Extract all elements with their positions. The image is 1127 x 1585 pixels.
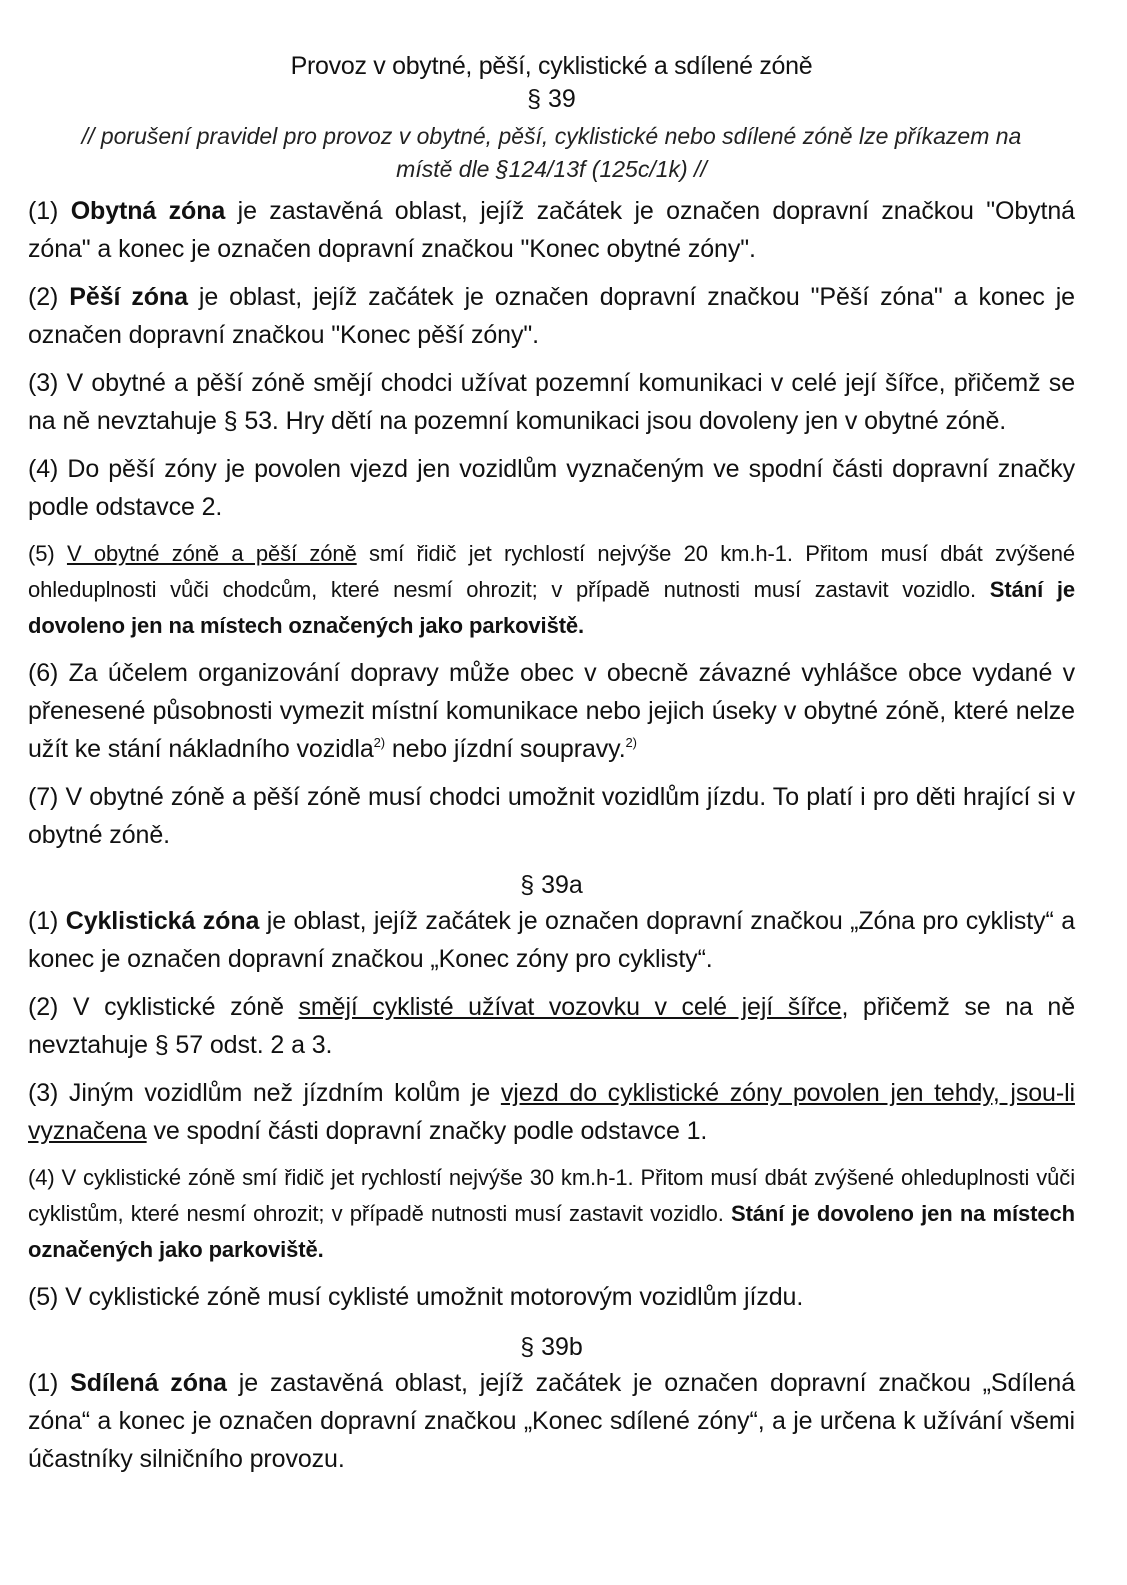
para-text: smí řidič jet rychlostí nejvýše 20 km.h-1. Přitom musí dbát zvýšené ohleduplnosti vůči chodcům, které nesmí ohrozit; v případě nutnosti musí zastavit vozidlo.	[28, 541, 1075, 602]
paragraph-39-7: (7) V obytné zóně a pěší zóně musí chodci umožnit vozidlům jízdu. To platí i pro děti hrající si v obytné zóně.	[28, 783, 1075, 849]
para-text: ve spodní části dopravní značky podle odstavce 1.	[146, 1117, 708, 1145]
section-heading-39: § 39	[527, 85, 576, 113]
para-text: (4) V cyklistické zóně smí řidič jet rychlostí nejvýše 30 km.h-1. Přitom musí dbát zvýšené ohleduplnosti vůči cyklistům, které nesmí ohrozit; v případě nutnosti musí zastavit vozidlo.	[28, 1165, 1075, 1226]
para-text-2: nebo jízdní soupravy.	[385, 735, 626, 763]
penalty-note	[48, 120, 1055, 186]
underlined-phrase: V obytné zóně a pěší zóně	[66, 541, 357, 566]
para-text: (6) Za účelem organizování dopravy může obec v obecně závazné vyhlášce obce vydané v přenesené působnosti vymezit místní komunikace nebo jejich úseky v obytné zóně, které nelze užít ke stání nákladního vozidla	[28, 659, 1075, 763]
term-sdilena-zona: Sdílená zóna	[70, 1369, 227, 1397]
footnote-ref-2: 2)	[625, 735, 637, 750]
para-text: je zastavěná oblast, jejíž začátek je označen dopravní značkou "Obytná zóna" a konec je označen dopravní značkou "Konec obytné zóny".	[28, 197, 1075, 263]
para-text: , přičemž se na ně nevztahuje § 57 odst. 2 a 3.	[28, 993, 1076, 1059]
paragraph-39a-2	[28, 988, 1075, 1064]
para-number: (1)	[28, 197, 71, 225]
paragraph-39-2	[28, 278, 1075, 354]
paragraph-39a-4	[28, 1160, 1075, 1268]
parking-rule: Stání je dovoleno jen na místech označených jako parkoviště.	[28, 1201, 1075, 1262]
parking-rule: Stání je dovoleno jen na místech označených jako parkoviště.	[28, 577, 1075, 638]
paragraph-39a-1	[28, 902, 1075, 978]
para-text: je oblast, jejíž začátek je označen dopravní značkou "Pěší zóna" a konec je označen dopravní značkou "Konec pěší zóny".	[28, 283, 1075, 349]
para-number: (3) Jiným vozidlům než jízdním kolům je	[28, 1079, 501, 1107]
paragraph-39-6	[28, 654, 1075, 768]
underlined-phrase: vjezd do cyklistické zóny povolen jen tehdy, jsou-li vyznačena	[28, 1079, 1075, 1145]
para-text: je zastavěná oblast, jejíž začátek je označen dopravní značkou „Sdílená zóna“ a konec je označen dopravní značkou „Konec sdílené zóny“, a je určena k užívání všemi účastníky silničního provozu.	[28, 1369, 1076, 1473]
para-text: je oblast, jejíž začátek je označen dopravní značkou „Zóna pro cyklisty“ a konec je označen dopravní značkou „Konec zóny pro cyklisty“.	[28, 907, 1075, 973]
para-number: (2) V cyklistické zóně	[28, 993, 299, 1021]
paragraph-39-5	[28, 536, 1075, 644]
footnote-ref: 2)	[373, 735, 385, 750]
paragraph-39a-3	[28, 1074, 1075, 1150]
para-number: (1)	[28, 1369, 71, 1397]
section-heading-39b: § 39b	[520, 1333, 583, 1361]
underlined-phrase: smějí cyklisté užívat vozovku v celé její šířce	[298, 993, 842, 1021]
paragraph-39-1	[28, 192, 1075, 268]
section-heading-39a: § 39a	[520, 871, 583, 899]
penalty-note-line2: místě dle §124/13f (125c/1k) //	[396, 156, 707, 182]
paragraph-39a-5: (5) V cyklistické zóně musí cyklisté umožnit motorovým vozidlům jízdu.	[28, 1283, 804, 1311]
paragraph-39-3: (3) V obytné a pěší zóně smějí chodci užívat pozemní komunikaci v celé její šířce, přičemž se na ně nevztahuje § 53. Hry dětí na pozemní komunikaci jsou dovoleny jen v obytné zóně.	[28, 369, 1075, 435]
penalty-note-line1: // porušení pravidel pro provoz v obytné, pěší, cyklistické nebo sdílené zóně lze příkazem na	[81, 123, 1022, 149]
para-number: (1)	[28, 907, 66, 935]
para-number: (2)	[28, 283, 70, 311]
para-number: (5)	[28, 541, 67, 566]
paragraph-39b-1	[28, 1364, 1075, 1478]
term-pesi-zona: Pěší zóna	[69, 283, 188, 311]
term-obytna-zona: Obytná zóna	[70, 197, 226, 225]
paragraph-39-4: (4) Do pěší zóny je povolen vjezd jen vozidlům vyznačeným ve spodní části dopravní značky podle odstavce 2.	[28, 455, 1075, 521]
page-title: Provoz v obytné, pěší, cyklistické a sdílené zóně	[290, 52, 813, 80]
term-cyklisticka-zona: Cyklistická zóna	[65, 907, 260, 935]
